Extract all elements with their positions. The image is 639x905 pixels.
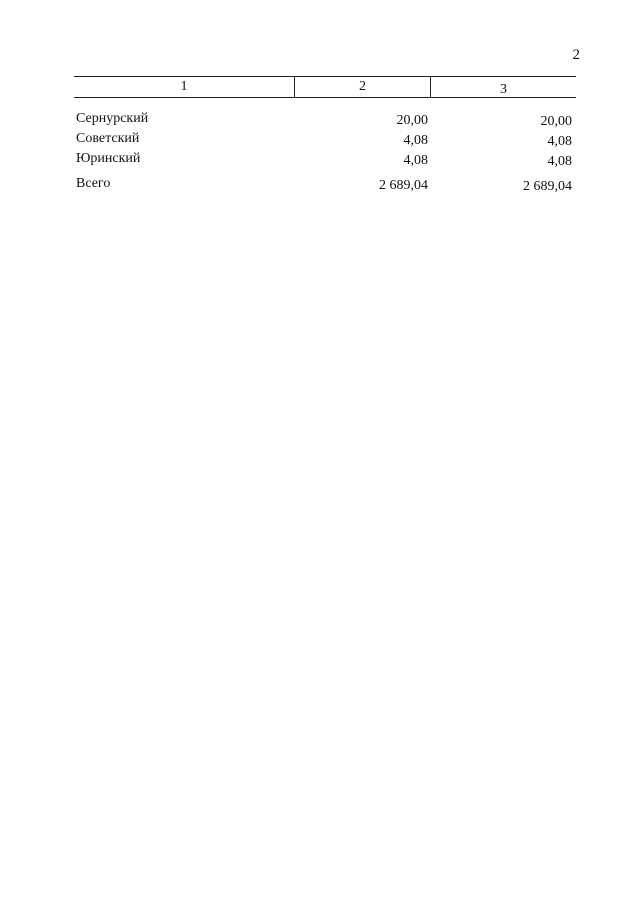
header-col-2: 2 [295,77,431,97]
row-value-col-2: 4,08 [403,153,428,168]
header-col-1: 1 [74,77,295,97]
header-col-3: 3 [500,82,507,97]
row-value-col-2: 20,00 [396,113,428,128]
table-row [74,150,576,170]
row-value-col-3: 4,08 [547,154,572,169]
table-header-row [74,76,576,98]
row-name: Юринский [76,151,141,166]
row-name: Сернурский [76,111,149,126]
table-row [74,110,576,130]
data-table [74,76,576,195]
row-value-col-2: 4,08 [403,133,428,148]
page-number: 2 [572,47,580,63]
row-value-col-3: 20,00 [540,114,572,129]
row-value-col-3: 4,08 [547,134,572,149]
table-body [74,110,576,195]
total-value-col-2: 2 689,04 [379,178,428,193]
total-value-col-3: 2 689,04 [523,179,572,194]
total-label: Всего [76,176,111,191]
total-row [74,175,576,195]
table-row [74,130,576,150]
row-name: Советский [76,131,140,146]
